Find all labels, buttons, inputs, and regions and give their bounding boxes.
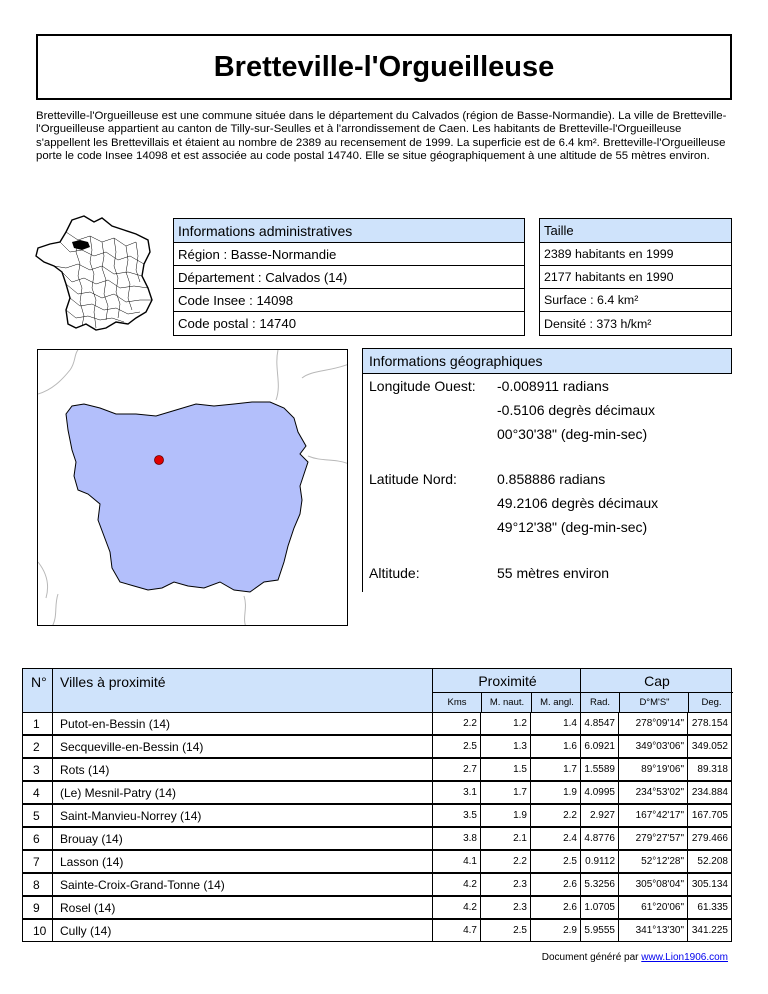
cell-kms: 2.2 [432,712,481,735]
cell-naut: 2.2 [480,850,531,873]
cell-kms: 2.5 [432,735,481,758]
table-row [22,804,732,827]
geo-header: Informations géographiques [362,348,732,374]
cell-naut: 2.5 [480,919,531,942]
cell-angl: 1.7 [530,758,581,781]
table-row [22,712,732,735]
taille-hab-1990: 2177 habitants en 1990 [539,265,732,289]
cell-dms: 279°27'57" [618,827,688,850]
cell-kms: 3.8 [432,827,481,850]
cell-n: 8 [22,873,53,896]
france-map [32,212,158,338]
cell-naut: 1.5 [480,758,531,781]
cell-kms: 4.7 [432,919,481,942]
sub-header-deg: Deg. [688,693,734,713]
cell-dms: 234°53'02" [618,781,688,804]
cell-rad: 2.927 [580,804,619,827]
table-row [22,827,732,850]
cell-naut: 1.9 [480,804,531,827]
cell-angl: 1.9 [530,781,581,804]
cell-naut: 1.2 [480,712,531,735]
cell-angl: 2.6 [530,896,581,919]
footer-prefix: Document généré par [541,952,642,963]
cell-naut: 2.3 [480,873,531,896]
cell-naut: 1.7 [480,781,531,804]
name-header-cell [52,668,433,713]
footer [542,952,728,963]
cell-deg: 278.154 [687,712,732,735]
table-row [22,758,732,781]
taille-densite: Densité : 373 h/km² [539,311,732,336]
cell-dms: 61°20'06" [618,896,688,919]
table-row [22,919,732,942]
sub-header-rad: Rad. [589,697,611,708]
cell-dms: 305°08'04" [618,873,688,896]
calvados-map [37,349,348,626]
cell-dms: 89°19'06" [618,758,688,781]
cell-angl: 1.4 [530,712,581,735]
cell-deg: 61.335 [687,896,732,919]
cell-dms: 341°13'30" [618,919,688,942]
cell-deg: 341.225 [687,919,732,942]
calvados-map-svg [38,350,348,626]
cell-rad: 5.3256 [580,873,619,896]
admin-region: Région : Basse-Normandie [173,242,525,266]
cell-n: 2 [22,735,53,758]
cell-name: Rosel (14) [52,896,433,919]
cell-angl: 2.5 [530,850,581,873]
longitude-label: Longitude Ouest: [369,378,476,394]
cell-angl: 2.6 [530,873,581,896]
cell-angl: 2.2 [530,804,581,827]
taille-hab-1999: 2389 habitants en 1999 [539,242,732,266]
cell-dms: 52°12'28" [618,850,688,873]
cell-kms: 4.2 [432,873,481,896]
cell-angl: 1.6 [530,735,581,758]
cell-n: 3 [22,758,53,781]
calvados-shape [66,402,308,592]
cell-naut: 1.3 [480,735,531,758]
cell-kms: 2.7 [432,758,481,781]
cap-divider [581,692,733,693]
cell-rad: 1.5589 [580,758,619,781]
table-row [22,735,732,758]
admin-insee: Code Insee : 14098 [173,288,525,312]
cell-rad: 4.0995 [580,781,619,804]
cell-naut: 2.3 [480,896,531,919]
cell-name: Secqueville-en-Bessin (14) [52,735,433,758]
cell-n: 1 [22,712,53,735]
cell-deg: 305.134 [687,873,732,896]
location-marker [155,456,164,465]
cell-kms: 3.5 [432,804,481,827]
num-header-cell [22,668,53,713]
cell-angl: 2.9 [530,919,581,942]
cell-n: 10 [22,919,53,942]
cell-deg: 52.208 [687,850,732,873]
cell-kms: 4.2 [432,896,481,919]
admin-header: Informations administratives [173,218,525,243]
cap-header-cell [580,668,732,713]
cell-rad: 4.8776 [580,827,619,850]
admin-departement: Département : Calvados (14) [173,265,525,289]
cell-name: Rots (14) [52,758,433,781]
cell-n: 5 [22,804,53,827]
altitude-label: Altitude: [369,565,420,581]
title-box [36,34,732,100]
sub-header-naut: M. naut. [481,693,532,713]
longitude-dms: 00°30'38" (deg-min-sec) [497,426,648,442]
sub-header-kms: Kms [447,697,467,708]
cell-dms: 167°42'17" [618,804,688,827]
cell-name: Saint-Manvieu-Norrey (14) [52,804,433,827]
cell-name: Cully (14) [52,919,433,942]
cell-rad: 5.9555 [580,919,619,942]
cell-rad: 6.0921 [580,735,619,758]
altitude-value: 55 mètres environ [497,565,610,581]
cell-kms: 3.1 [432,781,481,804]
cell-kms: 4.1 [432,850,481,873]
cap-header: Cap [644,673,670,689]
cell-name: (Le) Mesnil-Patry (14) [52,781,433,804]
table-row [22,850,732,873]
cell-n: 6 [22,827,53,850]
cell-name: Brouay (14) [52,827,433,850]
cell-n: 4 [22,781,53,804]
cell-n: 9 [22,896,53,919]
footer-link[interactable]: www.Lion1906.com [641,952,728,963]
taille-surface: Surface : 6.4 km² [539,288,732,312]
cell-naut: 2.1 [480,827,531,850]
prox-divider [433,692,582,693]
cell-name: Sainte-Croix-Grand-Tonne (14) [52,873,433,896]
prox-header-cell [432,668,581,713]
cell-deg: 234.884 [687,781,732,804]
name-header: Villes à proximité [60,674,166,690]
table-row [22,781,732,804]
page-title: Bretteville-l'Orgueilleuse [213,50,555,83]
cell-rad: 0.9112 [580,850,619,873]
longitude-dec: -0.5106 degrès décimaux [497,402,655,418]
latitude-dec: 49.2106 degrès décimaux [497,495,659,511]
cell-n: 7 [22,850,53,873]
latitude-dms: 49°12'38" (deg-min-sec) [497,519,648,535]
cell-name: Lasson (14) [52,850,433,873]
num-header: N° [31,674,47,690]
admin-postal: Code postal : 14740 [173,311,525,336]
cell-name: Putot-en-Bessin (14) [52,712,433,735]
sub-header-dms: D°M'S" [619,693,689,713]
cell-dms: 278°09'14" [618,712,688,735]
prox-header: Proximité [478,673,537,689]
cell-rad: 1.0705 [580,896,619,919]
intro-paragraph: Bretteville-l'Orgueilleuse est une commune située dans le département du Calvados (région de Basse-Normandie). La ville de Bretteville-l'Orgueilleuse appartient au canton de Tilly-sur-Seulles et à l'arrondissement de Caen. Les habitants de Bretteville-l'Orgueilleuse s'appellent les Brettevillais et étaient au nombre de 2389 au recensement de 1999. La superficie est de 6.4 km². Bretteville-l'Orgueilleuse porte le code Insee 14098 et est associée au code postal 14740. Elle se situe géographiquement à une altitude de 55 mètres environ. [36,110,727,163]
geo-panel [362,348,732,592]
taille-header: Taille [539,218,732,243]
cell-deg: 89.318 [687,758,732,781]
cell-dms: 349°03'06" [618,735,688,758]
longitude-rad: -0.008911 radians [497,378,609,394]
cell-angl: 2.4 [530,827,581,850]
sub-header-angl: M. angl. [531,693,582,713]
latitude-label: Latitude Nord: [369,471,457,487]
geo-body [362,374,732,592]
cell-deg: 167.705 [687,804,732,827]
table-row [22,873,732,896]
cell-deg: 279.466 [687,827,732,850]
table-row [22,896,732,919]
cell-deg: 349.052 [687,735,732,758]
latitude-rad: 0.858886 radians [497,471,606,487]
cell-rad: 4.8547 [580,712,619,735]
